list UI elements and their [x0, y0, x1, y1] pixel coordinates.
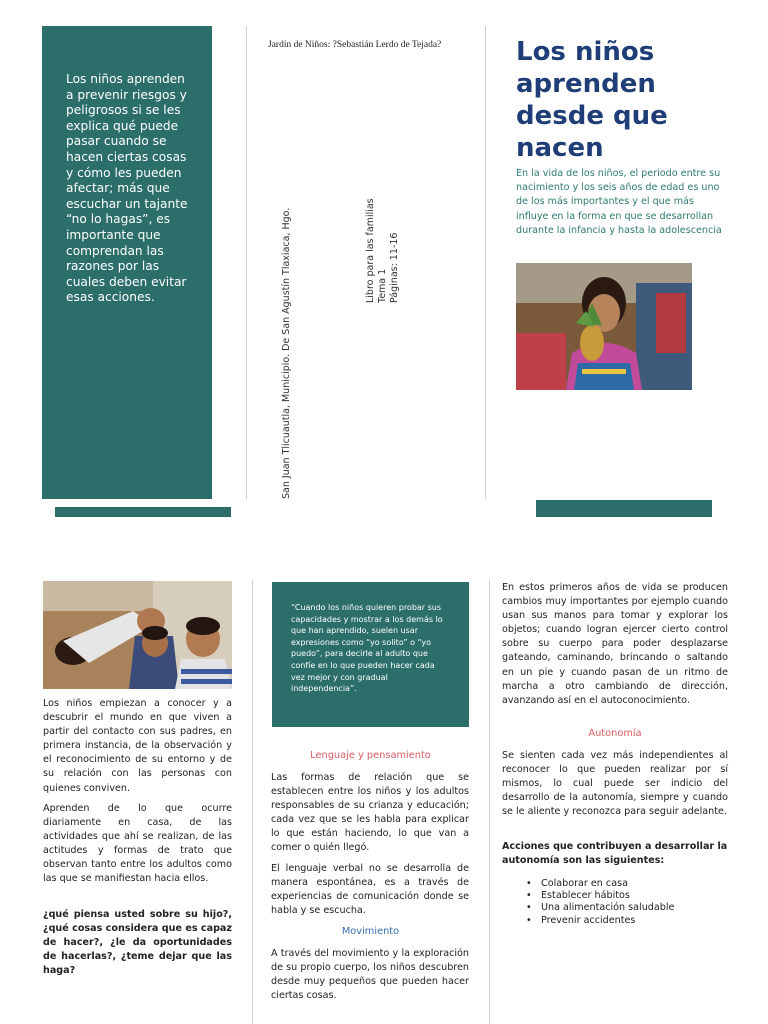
heading-movement: Movimiento: [341, 926, 400, 937]
list-item: • Una alimentación saludable: [526, 902, 726, 914]
left-accent-bar: [55, 507, 231, 517]
development-paragraph: En estos primeros años de vida se producen cambios muy importantes por ejemplo cuando usan sus manos para tomar y explorar los objetos; cuando logran ejercer cierto control sobre su cuerpo para poder desplazarse gateando, caminando, brincando o saltando en un pie y cuando pasan de un ritmo de marcha a otro cambiando de dirección, avanzando así en el autoconocimiento.: [502, 582, 728, 706]
bottom-left-paragraph: Aprenden de lo que ocurre diariamente en casa, de las actividades que ahí se realizan, de las actitudes y formas de trato que observan tanto entre los adultos como las que se manifiestan hacia ellos.: [43, 803, 232, 885]
intro-text: Los niños aprenden a prevenir riesgos y peligrosos si se les explica qué puede pasar cuando se hacen ciertas cosas y cómo les pueden afectar; más que escuchar un tajante “no lo hagas”, es importante que comprendan las razones por las cuales deben evitar esas acciones.: [66, 72, 188, 305]
top-divider-left: [246, 26, 247, 499]
book-line: Tema 1: [377, 268, 388, 303]
address-vertical: San Juan Tlicuautla, Municipio. De San Agustín Tlaxiaca, Hgo.: [281, 207, 292, 499]
language-paragraph: Las formas de relación que se establecen entre los niños y los adultos responsables de su crianza y educación; cada vez que se les habla para explicar lo que están haciendo, lo que van a comer o quién llegó.: [271, 772, 469, 854]
movement-paragraph: A través del movimiento y la exploración de su propio cuerpo, los niños descubren desde muy pequeños que pueden hacer ciertas cosas.: [271, 948, 469, 1002]
cover-subtitle: En la vida de los niños, el periodo entre su nacimiento y los seis años de edad es uno de los más importantes y el que más influye en la forma en que se desarrollan durante la infancia y hasta la adolescencia: [516, 168, 722, 236]
autonomy-list-intro: Acciones que contribuyen a desarrollar la autonomía son las siguientes:: [502, 841, 728, 867]
list-item: • Prevenir accidentes: [526, 915, 726, 927]
list-item: • Establecer hábitos: [526, 890, 726, 902]
list-item: • Colaborar en casa: [526, 878, 726, 890]
school-name: Jardín de Niños: ?Sebastián Lerdo de Tejada?: [268, 40, 442, 50]
quote-text: “Cuando los niños quieren probar sus capacidades y mostrar a los demás lo que han aprendido, suelen usar expresiones como “yo solito” o “yo puedo”, para decirle al adulto que confíe en lo que pueden hacer cada vez mejor y con gradual independencia”.: [291, 603, 443, 694]
bottom-left-paragraph: Los niños empiezan a conocer y a descubrir el mundo en que viven a partir del contacto con sus padres, en primera instancia, de la observación y el reconocimiento de su entorno y de su relación con las personas con quienes conviven.: [43, 698, 232, 794]
book-line: Libro para las familias: [365, 198, 376, 303]
reflection-questions: ¿qué piensa usted sobre su hijo?, ¿qué cosas considera que es capaz de hacer?, ¿le da oportunidades de hacerlas?, ¿teme dejar que las haga?: [43, 909, 232, 977]
heading-autonomy: Autonomía: [588, 728, 642, 739]
girl-with-pineapple-photo: [516, 263, 692, 390]
autonomy-list: [526, 878, 726, 927]
right-accent-bar: [536, 500, 712, 517]
bottom-divider-left: [252, 580, 253, 1024]
book-line: Páginas: 11-16: [389, 232, 400, 303]
top-divider-right: [485, 26, 486, 499]
children-playing-photo: [43, 581, 232, 689]
autonomy-paragraph: Se sienten cada vez más independientes al reconocer lo que pueden realizar por sí mismos, lo cual puede ser indicio del desarrollo de la autonomía, siempre y cuando se le aliente y reconozca para seguir adelante.: [502, 750, 728, 818]
book-reference: [365, 198, 401, 303]
cover-title: Los niños aprenden desde que nacen: [516, 37, 668, 163]
language-paragraph: El lenguaje verbal no se desarrolla de manera espontánea, es a través de experiencias de comunicación donde se habla y se escucha.: [271, 863, 469, 917]
bottom-divider-right: [489, 580, 490, 1024]
heading-language: Lenguaje y pensamiento: [310, 750, 431, 761]
